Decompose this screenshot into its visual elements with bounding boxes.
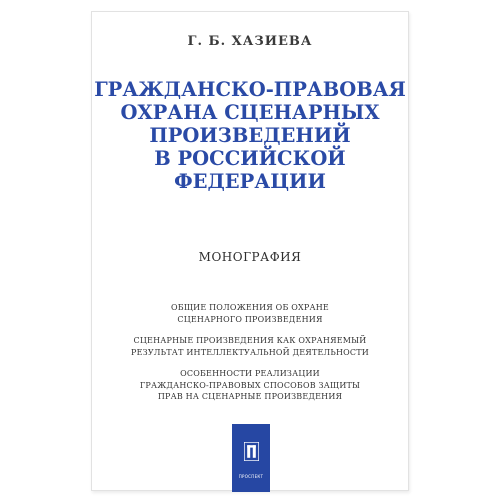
genre-label: МОНОГРАФИЯ: [198, 250, 302, 264]
publisher-logo: [232, 424, 270, 492]
section-list: [92, 302, 408, 413]
section-line: СЦЕНАРНОГО ПРОИЗВЕДЕНИЯ: [177, 314, 323, 324]
section-line: РЕЗУЛЬТАТ ИНТЕЛЛЕКТУАЛЬНОЙ ДЕЯТЕЛЬНОСТИ: [131, 347, 369, 357]
book-cover: [91, 11, 409, 491]
title-line: ОХРАНА СЦЕНАРНЫХ: [120, 101, 380, 124]
book-title: [92, 78, 408, 193]
publisher-logo-icon: [244, 442, 259, 461]
section-item: [92, 368, 408, 403]
section-line: СЦЕНАРНЫЕ ПРОИЗВЕДЕНИЯ КАК ОХРАНЯЕМЫЙ: [133, 336, 367, 345]
title-line: В РОССИЙСКОЙ: [154, 147, 346, 170]
section-item: [92, 302, 408, 325]
title-line: ФЕДЕРАЦИИ: [174, 170, 326, 193]
publisher-name: ПРОСПЕКТ: [238, 474, 264, 479]
section-item: [92, 335, 408, 358]
section-line: ГРАЖДАНСКО-ПРАВОВЫХ СПОСОБОВ ЗАЩИТЫ: [139, 380, 361, 390]
author-name: Г. Б. ХАЗИЕВА: [187, 34, 313, 49]
section-line: ОСОБЕННОСТИ РЕАЛИЗАЦИИ: [180, 369, 320, 378]
section-line: ПРАВ НА СЦЕНАРНЫЕ ПРОИЗВЕДЕНИЯ: [157, 392, 343, 401]
title-line: ПРОИЗВЕДЕНИЙ: [149, 124, 351, 147]
title-line: ГРАЖДАНСКО-ПРАВОВАЯ: [94, 78, 406, 101]
section-line: ОБЩИЕ ПОЛОЖЕНИЯ ОБ ОХРАНЕ: [171, 303, 329, 312]
